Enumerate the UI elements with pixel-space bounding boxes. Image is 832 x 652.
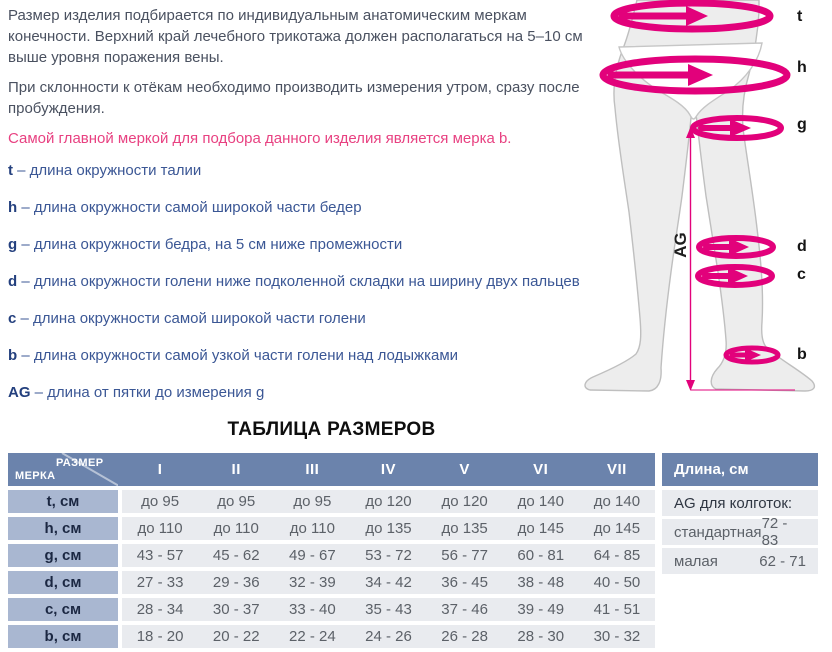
table-row-h <box>8 517 655 540</box>
measurement-item-c <box>8 308 586 329</box>
below-knee-arrow-d <box>699 238 773 256</box>
cell: 28 - 30 <box>517 628 565 645</box>
measurement-desc: – длина окружности самой широкой части бедер <box>21 199 362 216</box>
column-header-6: VI <box>533 461 549 478</box>
measurement-key: g <box>8 236 18 253</box>
cell: до 95 <box>141 493 180 510</box>
column-header-4: IV <box>380 461 397 478</box>
table-row-d <box>8 571 655 594</box>
cell: до 140 <box>517 493 564 510</box>
row-label: h, см <box>8 517 118 540</box>
length-row-value: 62 - 71 <box>759 552 806 570</box>
row-label: b, см <box>8 625 118 648</box>
row-data <box>122 598 655 621</box>
row-label: t, см <box>8 490 118 513</box>
cell: 64 - 85 <box>593 547 641 564</box>
measurement-key: c <box>8 310 17 327</box>
length-row-label: малая <box>674 552 718 570</box>
measurement-key: t <box>8 162 13 179</box>
corner-label-measure: МЕРКА <box>15 470 56 482</box>
size-table <box>8 453 655 652</box>
cell: 37 - 46 <box>441 601 488 618</box>
row-data <box>122 544 655 567</box>
cell: 32 - 39 <box>289 574 336 591</box>
cell: до 135 <box>365 520 412 537</box>
diagram-label-g: g <box>797 116 807 133</box>
cell: 18 - 20 <box>136 628 184 645</box>
measurement-key: d <box>8 273 18 290</box>
measurement-key: AG <box>8 384 31 401</box>
cell: до 135 <box>441 520 488 537</box>
measurement-item-g <box>8 234 586 255</box>
intro-paragraph-1: Размер изделия подбирается по индивидуальным анатомическим меркам конечности. Верхний край лечебного трикотажа должен располагаться на 5–10 см выше уровня поражения вены. <box>8 7 583 66</box>
row-label: d, см <box>8 571 118 594</box>
cell: до 95 <box>293 493 332 510</box>
cell: 24 - 26 <box>365 628 412 645</box>
cell: 41 - 51 <box>593 601 641 618</box>
cell: 36 - 45 <box>441 574 488 591</box>
cell: 30 - 32 <box>593 628 641 645</box>
cell: до 120 <box>441 493 488 510</box>
diagram-label-d: d <box>797 238 807 255</box>
cell: до 110 <box>137 520 183 537</box>
measurement-desc: – длина окружности голени ниже подколенной складки на ширину двух пальцев <box>21 273 580 290</box>
row-label: c, см <box>8 598 118 621</box>
cell: до 110 <box>213 520 259 537</box>
size-table-header-row <box>8 453 655 486</box>
table-row-t <box>8 490 655 513</box>
cell: до 95 <box>217 493 256 510</box>
measurement-item-d <box>8 271 586 292</box>
measurement-desc: – длина окружности талии <box>17 162 202 179</box>
cell: до 145 <box>517 520 564 537</box>
intro-paragraph-2: При склонности к отёкам необходимо производить измерения утром, сразу после пробуждения. <box>8 79 580 117</box>
length-row-value: 72 - 83 <box>761 515 788 549</box>
highlight-note: Самой главной меркой для подбора данного изделия является мерка b. <box>8 130 512 147</box>
measurement-item-ag <box>8 382 586 403</box>
length-panel-header: Длина, см <box>662 453 818 486</box>
measurement-definitions <box>8 160 586 403</box>
thigh-arrow-g <box>693 118 781 138</box>
cell: 43 - 57 <box>136 547 184 564</box>
table-row-g <box>8 544 655 567</box>
diagram-label-c: c <box>797 266 806 283</box>
table-row-c <box>8 598 655 621</box>
cell: 45 - 62 <box>212 547 260 564</box>
cell: 30 - 37 <box>212 601 260 618</box>
measurement-key: b <box>8 347 18 364</box>
length-panel <box>662 453 818 577</box>
measurement-desc: – длина окружности самой широкой части голени <box>20 310 366 327</box>
cell: 40 - 50 <box>593 574 641 591</box>
row-data <box>122 517 655 540</box>
row-data <box>122 625 655 648</box>
diagram-label-b: b <box>797 346 807 363</box>
corner-cell <box>8 453 118 486</box>
measurement-item-t <box>8 160 586 181</box>
row-label: g, см <box>8 544 118 567</box>
column-header-5: V <box>459 461 470 478</box>
measurement-item-b <box>8 345 586 366</box>
cell: 53 - 72 <box>365 547 412 564</box>
cell: 49 - 67 <box>289 547 336 564</box>
column-header-1: I <box>157 461 163 478</box>
cell: до 110 <box>289 520 335 537</box>
column-header-3: III <box>305 461 320 478</box>
leg-measurement-diagram <box>565 0 832 400</box>
cell: 38 - 48 <box>517 574 565 591</box>
cell: 39 - 49 <box>517 601 565 618</box>
table-row-b <box>8 625 655 648</box>
column-header-7: VII <box>606 461 627 478</box>
cell: 26 - 28 <box>441 628 488 645</box>
cell: 34 - 42 <box>365 574 412 591</box>
row-data <box>122 490 655 513</box>
cell: 35 - 43 <box>365 601 412 618</box>
row-data <box>122 571 655 594</box>
cell: 27 - 33 <box>136 574 184 591</box>
cell: 33 - 40 <box>289 601 336 618</box>
measurement-desc: – длина окружности самой узкой части голени над лодыжками <box>21 347 459 364</box>
cell: 56 - 77 <box>441 547 488 564</box>
legs-diagram-svg <box>565 0 832 400</box>
intro-text-block <box>8 5 586 419</box>
length-row-short <box>662 548 818 574</box>
measurement-item-h <box>8 197 586 218</box>
cell: 29 - 36 <box>212 574 260 591</box>
cell: до 140 <box>593 493 641 510</box>
cell: 22 - 24 <box>289 628 336 645</box>
length-panel-subheader: AG для колготок: <box>662 490 818 516</box>
cell: 60 - 81 <box>517 547 565 564</box>
ag-label: AG <box>671 232 690 258</box>
cell: до 120 <box>365 493 412 510</box>
diagram-label-t: t <box>797 8 803 25</box>
cell: 20 - 22 <box>212 628 260 645</box>
diagram-label-h: h <box>797 59 807 76</box>
length-row-standard <box>662 515 818 549</box>
column-header-2: II <box>231 461 241 478</box>
cell: 28 - 34 <box>136 601 184 618</box>
measurement-key: h <box>8 199 18 216</box>
size-table-title: ТАБЛИЦА РАЗМЕРОВ <box>227 419 436 440</box>
length-row-label: стандартная <box>674 523 762 541</box>
corner-label-size: РАЗМЕР <box>56 457 104 469</box>
cell: до 145 <box>593 520 641 537</box>
measurement-desc: – длина окружности бедра, на 5 см ниже промежности <box>21 236 403 253</box>
measurement-desc: – длина от пятки до измерения g <box>34 384 265 401</box>
